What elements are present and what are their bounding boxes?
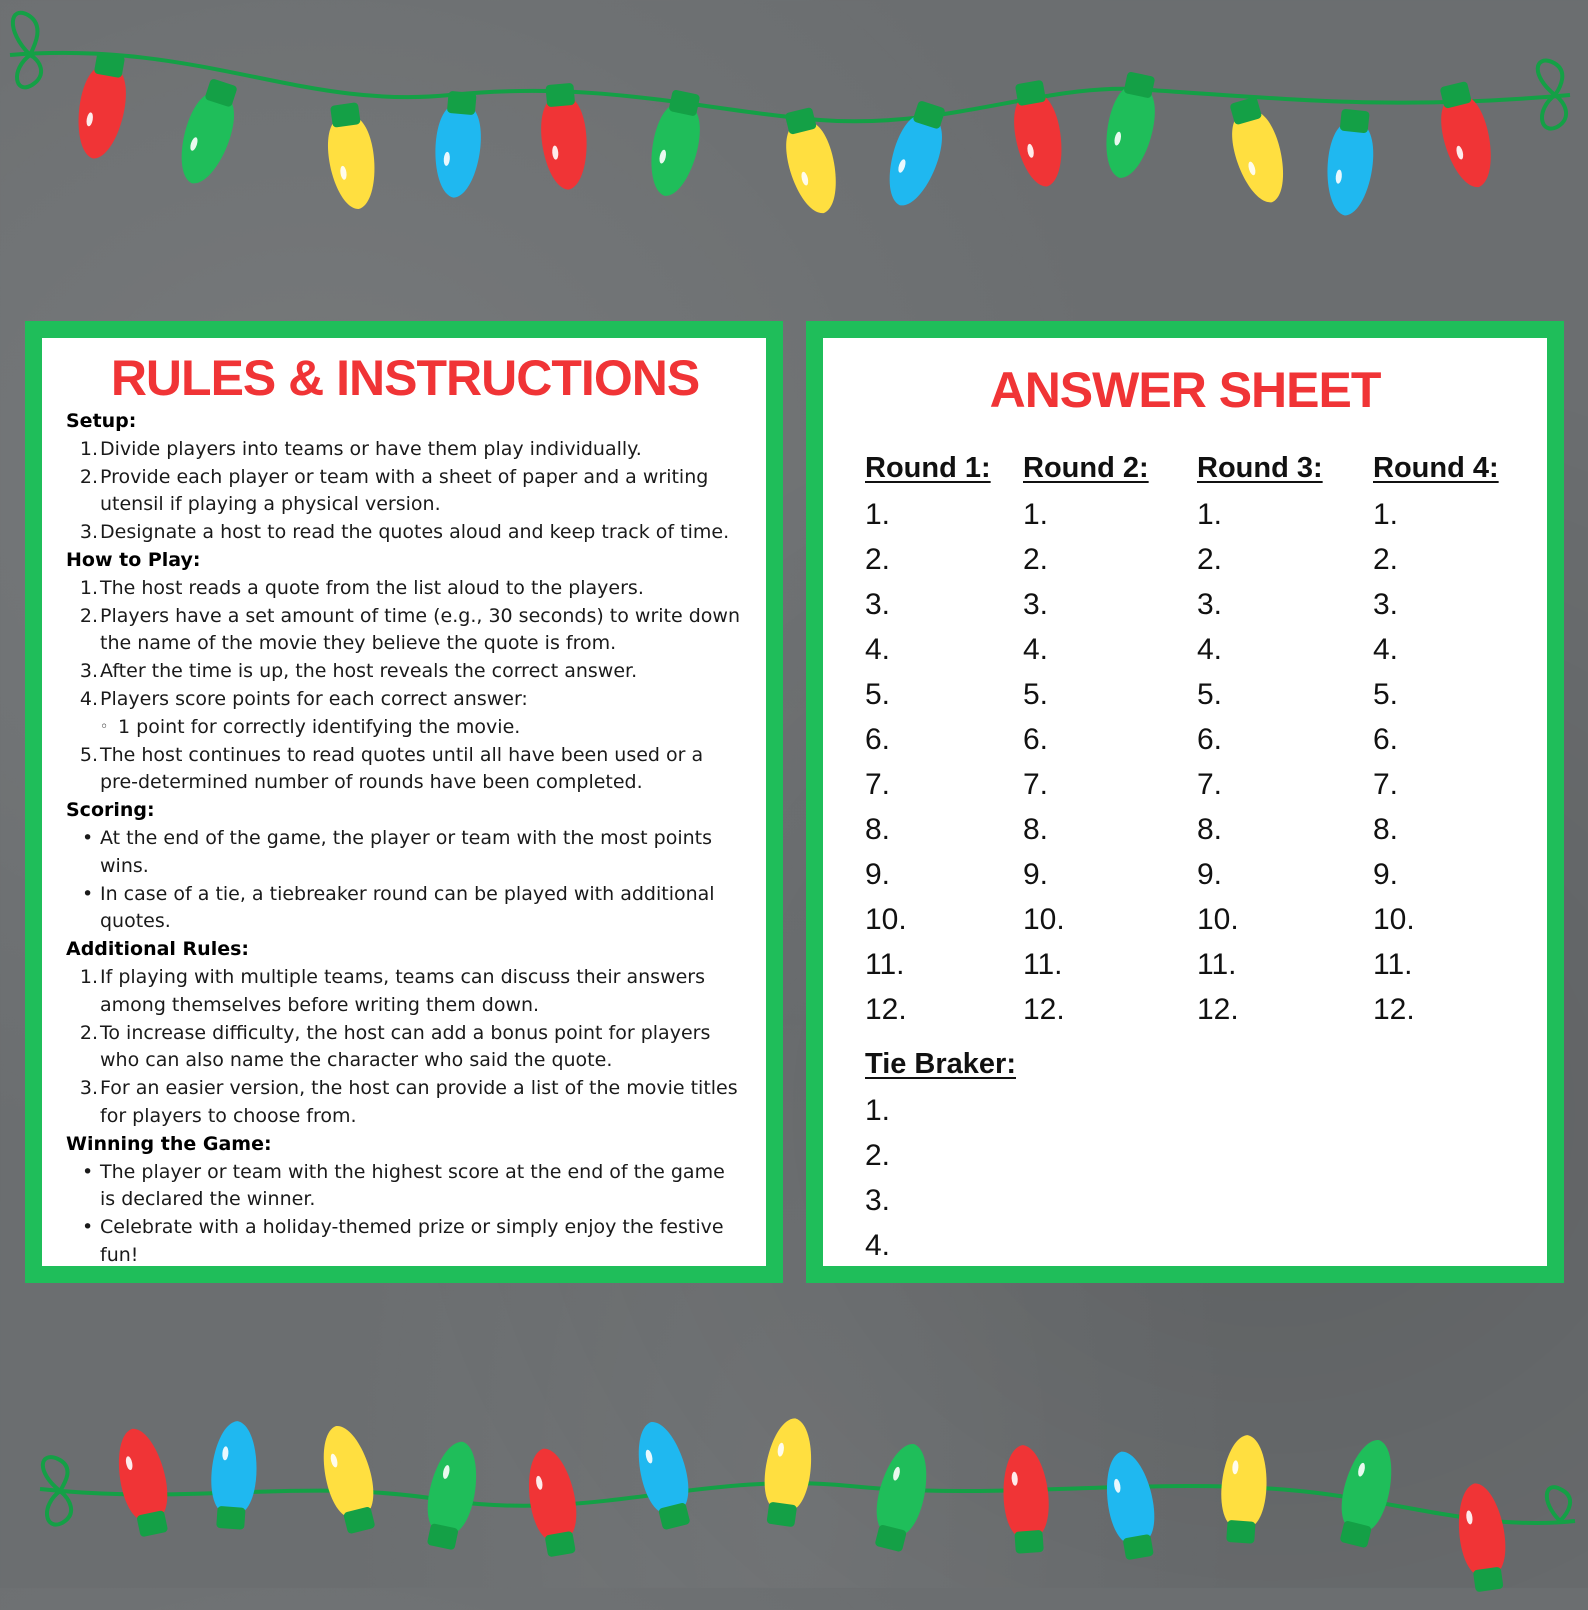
round-2-heading: Round 2:	[1023, 452, 1149, 484]
tie-breaker-line: 4.	[865, 1229, 891, 1262]
answer-line: 4.	[1197, 633, 1223, 666]
bulb-glass	[314, 1421, 379, 1517]
setup-item: 1. Divide players into teams or have them play individually.	[79, 437, 642, 460]
tie-breaker-line: 2.	[865, 1139, 891, 1172]
answer-line: 8.	[865, 813, 891, 846]
answer-line: 1.	[1373, 498, 1399, 531]
additional-rules-heading: Additional Rules:	[66, 938, 250, 961]
bulb-socket	[330, 102, 361, 128]
bulb-glass	[1099, 1448, 1158, 1542]
bulb-glass	[110, 1424, 172, 1519]
round-2-column	[1023, 448, 1197, 1032]
bulb-socket	[766, 1502, 797, 1528]
answer-line: 4.	[865, 633, 891, 666]
light-bulb-icon	[1000, 1444, 1052, 1555]
answer-line: 2.	[1373, 543, 1399, 576]
answer-line: 3.	[865, 588, 891, 621]
answer-line: 6.	[1023, 723, 1049, 756]
rules-body	[66, 408, 744, 1270]
bulb-glass	[1436, 96, 1501, 192]
answer-line: 7.	[865, 768, 891, 801]
light-bulb-icon	[314, 1421, 384, 1537]
how-to-play-list	[66, 575, 744, 797]
answer-line: 10.	[1373, 903, 1415, 936]
top-lights-wire	[10, 53, 1570, 121]
how-to-play-item: 1. The host reads a quote from the list aloud to the players.	[79, 576, 644, 599]
answer-line: 3.	[1023, 588, 1049, 621]
bulb-glass	[539, 100, 591, 192]
light-bulb-icon	[866, 1439, 936, 1555]
round-4-heading: Round 4:	[1373, 452, 1499, 484]
answer-line: 11.	[1023, 948, 1063, 981]
winning-item: • Celebrate with a holiday-themed prize or simply enjoy the festive fun!	[82, 1216, 724, 1266]
bulb-glass	[324, 119, 381, 212]
bulb-socket	[216, 1506, 245, 1530]
bulb-socket	[1014, 1530, 1043, 1554]
answer-line: 7.	[1373, 768, 1399, 801]
answer-line: 8.	[1197, 813, 1223, 846]
how-to-play-sub-item: ◦ 1 point for correctly identifying the movie.	[66, 714, 744, 742]
answer-line: 2.	[1197, 543, 1223, 576]
bottom-christmas-lights	[0, 1370, 1588, 1610]
answer-line: 6.	[1197, 723, 1223, 756]
top-left-ribbon-loop	[13, 13, 41, 88]
bulb-glass	[878, 115, 948, 213]
light-bulb-icon	[1453, 1480, 1512, 1593]
answer-line: 12.	[1197, 993, 1239, 1026]
rules-title: RULES & INSTRUCTIONS	[110, 350, 700, 406]
answer-line: 10.	[1197, 903, 1239, 936]
dot-bullet-icon: •	[82, 1160, 94, 1183]
light-bulb-icon	[629, 1417, 699, 1533]
rules-panel	[25, 321, 783, 1283]
answer-line: 10.	[1023, 903, 1065, 936]
answer-line: 12.	[1023, 993, 1065, 1026]
answer-line: 8.	[1023, 813, 1049, 846]
rounds-grid	[865, 448, 1547, 1032]
answer-line: 8.	[1373, 813, 1399, 846]
bulb-glass	[71, 68, 130, 162]
tie-breaker-section	[865, 1044, 1041, 1268]
additional-rules-item: 3. For an easier version, the host can provide a list of the movie titles for players to choose from.	[79, 1077, 738, 1127]
dot-bullet-icon: •	[82, 1216, 94, 1239]
bulb-glass	[423, 1437, 485, 1532]
how-to-play-heading: How to Play:	[66, 548, 201, 571]
dot-bullet-icon: •	[82, 882, 94, 905]
scoring-heading: Scoring:	[66, 799, 155, 822]
answer-line: 1.	[1023, 498, 1049, 531]
round-1-column	[865, 448, 1023, 1032]
bulb-socket	[1226, 1520, 1255, 1544]
round-1-heading: Round 1:	[865, 452, 991, 484]
bulb-glass	[521, 1445, 580, 1539]
answer-line: 1.	[1197, 498, 1223, 531]
bulb-glass	[209, 1420, 260, 1511]
answer-line: 6.	[865, 723, 891, 756]
scoring-list	[66, 825, 744, 936]
bulb-socket	[447, 91, 477, 115]
answer-sheet-title: ANSWER SHEET	[989, 362, 1381, 418]
answer-line: 11.	[1373, 948, 1413, 981]
tie-breaker-line: 1.	[865, 1094, 891, 1127]
winning-list	[66, 1159, 744, 1270]
bulb-glass	[1219, 1434, 1270, 1525]
additional-rules-item: 2. To increase difficulty, the host can add a bonus point for players who can also name the character who said the quote.	[79, 1021, 711, 1072]
winning-heading: Winning the Game:	[66, 1132, 272, 1155]
answer-line: 7.	[1197, 768, 1223, 801]
answer-line: 5.	[1197, 678, 1223, 711]
bottom-right-ribbon-loop	[1547, 1487, 1570, 1521]
setup-item: 2. Provide each player or team with a sheet of paper and a writing utensil if playing a physical version.	[79, 465, 709, 516]
scoring-item: • In case of a tie, a tiebreaker round can be played with additional quotes.	[82, 882, 715, 933]
bulb-glass	[170, 93, 240, 191]
bulb-socket	[545, 83, 575, 107]
setup-heading: Setup:	[66, 410, 137, 432]
tie-breaker-line: 3.	[865, 1184, 891, 1217]
bulb-glass	[1336, 1435, 1401, 1531]
light-bulb-icon	[1431, 79, 1500, 193]
answer-line: 5.	[865, 678, 891, 711]
how-to-play-item: 2. Players have a set amount of time (e.g., 30 seconds) to write down the name of the movie they believe the quote is from.	[79, 604, 740, 655]
answer-line: 12.	[1373, 993, 1415, 1026]
light-bulb-icon	[208, 1420, 260, 1531]
answer-line: 6.	[1373, 723, 1399, 756]
bulb-glass	[1010, 96, 1069, 190]
answer-line: 9.	[1023, 858, 1049, 891]
rules-card	[42, 338, 766, 1266]
light-bulb-icon	[521, 1445, 584, 1559]
answer-line: 3.	[1373, 588, 1399, 621]
light-bulb-icon	[1099, 1448, 1162, 1562]
light-bulb-icon	[878, 97, 953, 212]
setup-item: 3. Designate a host to read the quotes aloud and keep track of time.	[79, 521, 730, 544]
light-bulb-icon	[1331, 1435, 1401, 1551]
additional-rules-item: 1. If playing with multiple teams, teams can discuss their answers among themselves before writing them down.	[79, 965, 706, 1016]
answer-line: 7.	[1023, 768, 1049, 801]
answer-line: 2.	[1023, 543, 1049, 576]
answer-line: 3.	[1197, 588, 1223, 621]
light-bulb-icon	[758, 1415, 817, 1528]
round-3-heading: Round 3:	[1197, 452, 1323, 484]
answer-line: 4.	[1373, 633, 1399, 666]
answer-line: 5.	[1373, 678, 1399, 711]
bulb-glass	[781, 122, 846, 218]
bulb-glass	[871, 1439, 936, 1535]
how-to-play-item: 4. Players score points for each correct answer:	[79, 687, 528, 710]
light-bulb-icon	[1221, 94, 1293, 208]
how-to-play-item: 5. The host continues to read quotes until all have been used or a pre-determined number of rounds have been completed.	[79, 743, 704, 794]
answer-line: 1.	[865, 498, 891, 531]
circle-bullet-icon: ◦	[100, 718, 109, 735]
answer-line: 11.	[1197, 948, 1237, 981]
light-bulb-icon	[419, 1437, 485, 1552]
round-4-column	[1373, 448, 1523, 1032]
answer-line: 5.	[1023, 678, 1049, 711]
bulb-glass	[1453, 1480, 1510, 1573]
light-bulb-icon	[170, 75, 245, 190]
tie-breaker-heading: Tie Braker:	[865, 1048, 1016, 1080]
round-3-column	[1197, 448, 1373, 1032]
bulb-glass	[1000, 1444, 1051, 1535]
answer-line: 10.	[865, 903, 907, 936]
bulb-glass	[431, 108, 483, 200]
answer-line: 9.	[1197, 858, 1223, 891]
bulb-socket	[1340, 109, 1370, 134]
bulb-glass	[1322, 126, 1376, 218]
setup-list	[66, 436, 744, 547]
light-bulb-icon	[1098, 70, 1164, 183]
light-bulb-icon	[431, 90, 485, 200]
top-christmas-lights	[0, 0, 1588, 240]
answer-line: 9.	[1373, 858, 1399, 891]
answer-line: 11.	[865, 948, 905, 981]
bulb-glass	[643, 105, 705, 200]
bulb-socket	[1473, 1567, 1504, 1593]
how-to-play-item: 3. After the time is up, the host reveals the correct answer.	[79, 660, 638, 683]
light-bulb-icon	[1218, 1434, 1270, 1545]
answer-line: 9.	[865, 858, 891, 891]
light-bulb-icon	[1322, 108, 1378, 218]
light-bulb-icon	[71, 50, 134, 162]
answer-sheet-panel	[806, 321, 1564, 1283]
answer-sheet-card	[823, 338, 1547, 1266]
bulb-glass	[1098, 87, 1160, 182]
bulb-glass	[1226, 111, 1293, 208]
light-bulb-icon	[110, 1424, 176, 1539]
additional-rules-list	[66, 964, 744, 1131]
dot-bullet-icon: •	[82, 826, 94, 849]
answer-line: 2.	[865, 543, 891, 576]
answer-line: 12.	[865, 993, 907, 1026]
light-bulb-icon	[537, 82, 591, 192]
bulb-glass	[761, 1415, 818, 1508]
scoring-item: • At the end of the game, the player or team with the most points wins.	[82, 826, 712, 877]
winning-item: • The player or team with the highest score at the end of the game is declared the winner.	[82, 1160, 725, 1211]
answer-line: 4.	[1023, 633, 1049, 666]
light-bulb-icon	[322, 101, 381, 212]
